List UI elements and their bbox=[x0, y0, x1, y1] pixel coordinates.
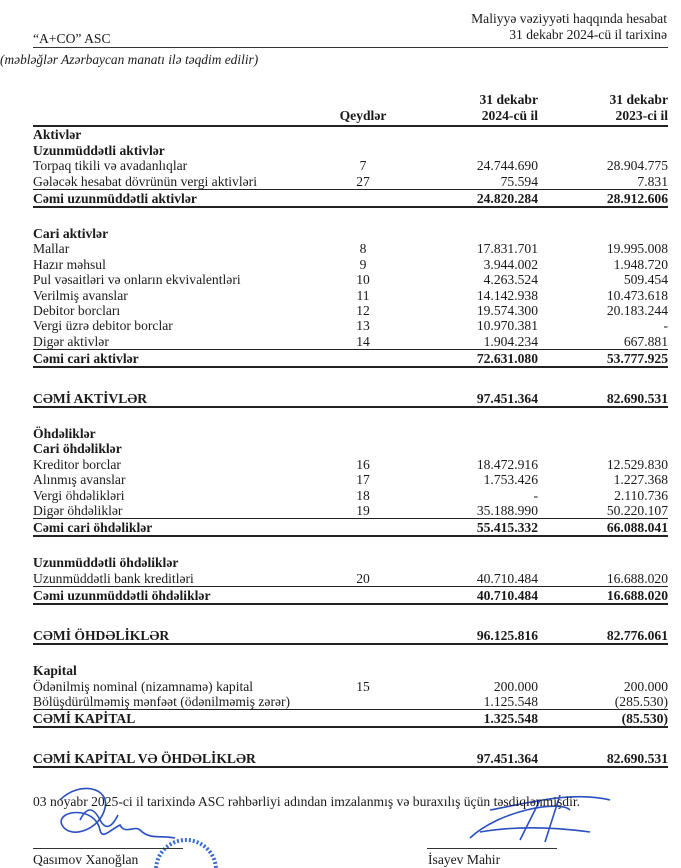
value-2024 bbox=[398, 644, 538, 663]
signatory-1-name: Qasımov Xanoğlan bbox=[33, 852, 139, 867]
total-row bbox=[33, 519, 668, 537]
table-row bbox=[33, 487, 668, 502]
row-note bbox=[328, 663, 398, 678]
row-label: Uzunmüddətli aktivlər bbox=[33, 142, 165, 158]
value-2024: 18.472.916 bbox=[476, 456, 538, 472]
value-2023: 82.690.531 bbox=[538, 386, 668, 407]
table-row bbox=[33, 472, 668, 487]
row-label: Gələcək hesabat dövrünün vergi aktivləri bbox=[33, 173, 257, 189]
row-label: Cari öhdəliklər bbox=[33, 441, 122, 457]
value-2023: 82.690.531 bbox=[538, 746, 668, 767]
table-row bbox=[33, 503, 668, 519]
row-note: 7 bbox=[359, 158, 367, 174]
value-2023: 2.110.736 bbox=[614, 487, 668, 503]
table-row bbox=[33, 173, 668, 189]
value-2023 bbox=[538, 367, 668, 386]
value-2024: 97.451.364 bbox=[398, 746, 538, 767]
value-2023: 82.776.061 bbox=[538, 623, 668, 644]
row-label: Cari aktivlər bbox=[33, 225, 109, 241]
value-2024: 40.710.484 bbox=[398, 586, 538, 604]
row-label: Uzunmüddətli öhdəliklər bbox=[33, 555, 179, 571]
report-title: Maliyyə vəziyyəti haqqında hesabat bbox=[471, 11, 667, 26]
spacer-row bbox=[33, 536, 668, 555]
header-divider bbox=[33, 47, 668, 48]
row-label: Öhdəliklər bbox=[33, 426, 96, 442]
value-2023: 509.454 bbox=[623, 272, 668, 288]
value-2024 bbox=[398, 663, 538, 678]
row-label: Cəmi cari öhdəliklər bbox=[33, 519, 328, 537]
row-note: 20 bbox=[356, 570, 370, 586]
value-2023 bbox=[538, 407, 668, 426]
company-name: “A+CO” ASC bbox=[33, 31, 111, 46]
spacer-row bbox=[33, 727, 668, 746]
row-note bbox=[328, 623, 398, 644]
spacer-row bbox=[33, 644, 668, 663]
row-label bbox=[33, 536, 328, 555]
spacer-row bbox=[33, 407, 668, 426]
value-2023 bbox=[538, 441, 668, 456]
row-label: Uzunmüddətli bank kreditləri bbox=[33, 570, 194, 586]
row-note: 19 bbox=[356, 503, 370, 519]
table-row bbox=[33, 694, 668, 710]
row-note: 13 bbox=[356, 318, 370, 334]
col-2023-header: 31 dekabr 2023-ci il bbox=[538, 86, 668, 126]
row-note bbox=[328, 142, 398, 157]
value-2024 bbox=[398, 727, 538, 746]
value-2023: 7.831 bbox=[637, 173, 668, 189]
value-2024: 24.744.690 bbox=[476, 158, 538, 174]
row-label: Verilmiş avanslar bbox=[33, 287, 128, 303]
value-2023: 16.688.020 bbox=[538, 586, 668, 604]
report-date: 31 dekabr 2024-cü il tarixinə bbox=[509, 27, 667, 42]
spacer-row bbox=[33, 604, 668, 623]
row-label: CƏMİ KAPİTAL VƏ ÖHDƏLİKLƏR bbox=[33, 746, 328, 767]
row-note bbox=[328, 586, 398, 604]
units-note: (məbləğlər Azərbaycan manatı ilə təqdim edilir) bbox=[0, 52, 259, 67]
value-2024 bbox=[398, 604, 538, 623]
row-label: Mallar bbox=[33, 241, 70, 257]
row-note bbox=[328, 126, 398, 142]
row-label: CƏMİ ÖHDƏLİKLƏR bbox=[33, 623, 328, 644]
value-2023: 1.948.720 bbox=[613, 256, 668, 272]
row-note: 11 bbox=[356, 287, 370, 303]
row-note bbox=[328, 426, 398, 441]
value-2024 bbox=[398, 367, 538, 386]
total-row bbox=[33, 709, 668, 727]
row-label: Hazır məhsul bbox=[33, 256, 106, 272]
value-2024 bbox=[398, 441, 538, 456]
row-label: Cəmi cari aktivlər bbox=[33, 349, 328, 367]
value-2023: 667.881 bbox=[623, 333, 668, 349]
value-2023: (285.530) bbox=[614, 693, 668, 709]
value-2023: 10.473.618 bbox=[606, 287, 668, 303]
row-label: Kapital bbox=[33, 663, 77, 679]
table-row bbox=[33, 241, 668, 256]
section-heading-row bbox=[33, 555, 668, 570]
value-2023 bbox=[538, 142, 668, 157]
row-note: 10 bbox=[356, 272, 370, 288]
value-2024 bbox=[398, 407, 538, 426]
row-note bbox=[328, 441, 398, 456]
row-label: Vergi öhdəlikləri bbox=[33, 487, 125, 503]
value-2024: 3.944.002 bbox=[483, 256, 538, 272]
value-2023: 19.995.008 bbox=[606, 241, 668, 257]
row-label: Cəmi uzunmüddətli öhdəliklər bbox=[33, 586, 328, 604]
value-2024: 10.970.381 bbox=[476, 318, 538, 334]
value-2023 bbox=[538, 126, 668, 142]
value-2023: 28.904.775 bbox=[606, 158, 668, 174]
value-2023: 53.777.925 bbox=[538, 349, 668, 367]
col-2024-header: 31 dekabr 2024-cü il bbox=[398, 86, 538, 126]
row-note bbox=[328, 644, 398, 663]
value-2024 bbox=[398, 555, 538, 570]
row-note: 9 bbox=[359, 256, 367, 272]
table-row bbox=[33, 272, 668, 287]
value-2024: 72.631.080 bbox=[398, 349, 538, 367]
value-2024: 17.831.701 bbox=[476, 241, 538, 257]
row-note: 27 bbox=[356, 173, 370, 189]
table-row bbox=[33, 456, 668, 471]
value-2024: 1.325.548 bbox=[398, 709, 538, 727]
value-2023: 50.220.107 bbox=[606, 503, 668, 519]
total-row bbox=[33, 586, 668, 604]
row-note: 16 bbox=[356, 456, 370, 472]
value-2023: 1.227.368 bbox=[613, 472, 668, 488]
table-header-row bbox=[33, 86, 668, 126]
row-note: 14 bbox=[356, 333, 370, 349]
value-2024 bbox=[398, 536, 538, 555]
value-2023: (85.530) bbox=[538, 709, 668, 727]
row-note: 8 bbox=[359, 241, 367, 257]
value-2023 bbox=[538, 426, 668, 441]
row-label: Debitor borcları bbox=[33, 302, 121, 318]
signature-line-1 bbox=[33, 848, 183, 849]
spacer-row bbox=[33, 207, 668, 226]
value-2024: 1.904.234 bbox=[483, 333, 538, 349]
row-note: 12 bbox=[356, 302, 370, 318]
value-2023 bbox=[538, 727, 668, 746]
row-label: CƏMİ AKTİVLƏR bbox=[33, 386, 328, 407]
value-2023: 28.912.606 bbox=[538, 189, 668, 207]
row-note bbox=[328, 536, 398, 555]
total-row bbox=[33, 349, 668, 367]
row-label: Digər aktivlər bbox=[33, 333, 109, 349]
total-row bbox=[33, 623, 668, 644]
row-label: Torpaq tikili və avadanlıqlar bbox=[33, 158, 188, 174]
value-2023: 12.529.830 bbox=[606, 456, 668, 472]
table-row bbox=[33, 256, 668, 271]
value-2023 bbox=[538, 555, 668, 570]
row-note bbox=[328, 349, 398, 367]
value-2024: 75.594 bbox=[500, 173, 538, 189]
value-2023: - bbox=[663, 318, 668, 334]
row-label bbox=[33, 727, 328, 746]
value-2024: 40.710.484 bbox=[476, 570, 538, 586]
table-row bbox=[33, 287, 668, 302]
table-row bbox=[33, 570, 668, 586]
table-row bbox=[33, 333, 668, 349]
section-heading-row bbox=[33, 426, 668, 441]
value-2024 bbox=[398, 226, 538, 241]
row-label bbox=[33, 207, 328, 226]
value-2023: 20.183.244 bbox=[606, 302, 668, 318]
row-label bbox=[33, 407, 328, 426]
total-row bbox=[33, 386, 668, 407]
row-note bbox=[328, 746, 398, 767]
value-2024: 24.820.284 bbox=[398, 189, 538, 207]
row-label: Cəmi uzunmüddətli aktivlər bbox=[33, 189, 328, 207]
row-note bbox=[328, 519, 398, 537]
row-label: Pul vəsaitləri və onların ekvivalentləri bbox=[33, 272, 241, 288]
row-label: Alınmış avanslar bbox=[33, 472, 126, 488]
row-note bbox=[328, 407, 398, 426]
row-label: Kreditor borclar bbox=[33, 456, 121, 472]
value-2023 bbox=[538, 604, 668, 623]
table-row bbox=[33, 158, 668, 173]
signature-line-2 bbox=[427, 848, 557, 849]
value-2024: 96.125.816 bbox=[398, 623, 538, 644]
value-2024: 200.000 bbox=[493, 678, 538, 694]
value-2024 bbox=[398, 126, 538, 142]
value-2024: 1.125.548 bbox=[483, 693, 538, 709]
value-2024: - bbox=[533, 487, 538, 503]
row-note bbox=[328, 207, 398, 226]
section-heading-row bbox=[33, 226, 668, 241]
row-label: Vergi üzrə debitor borclar bbox=[33, 318, 173, 334]
row-note bbox=[328, 189, 398, 207]
row-note bbox=[328, 604, 398, 623]
row-note bbox=[328, 694, 398, 710]
value-2024 bbox=[398, 207, 538, 226]
row-label: Digər öhdəliklər bbox=[33, 503, 123, 519]
section-heading-row bbox=[33, 663, 668, 678]
row-note bbox=[328, 226, 398, 241]
row-note: 17 bbox=[356, 472, 370, 488]
notes-header: Qeydlər bbox=[328, 86, 398, 126]
value-2023: 16.688.020 bbox=[606, 570, 668, 586]
row-label bbox=[33, 367, 328, 386]
total-row bbox=[33, 189, 668, 207]
value-2024: 4.263.524 bbox=[483, 272, 538, 288]
value-2024: 97.451.364 bbox=[398, 386, 538, 407]
spacer-row bbox=[33, 367, 668, 386]
value-2024 bbox=[398, 426, 538, 441]
row-note bbox=[328, 709, 398, 727]
value-2023: 200.000 bbox=[623, 678, 668, 694]
approval-statement: 03 noyabr 2025-ci il tarixində ASC rəhbərliyi adından imzalanmış və buraxılış üçün təsdiqlənmişdir. bbox=[33, 794, 581, 809]
signatory-2-name: İsayev Mahir bbox=[428, 852, 501, 867]
value-2024: 35.188.990 bbox=[476, 503, 538, 519]
stamp-icon bbox=[156, 840, 216, 868]
table-row bbox=[33, 318, 668, 333]
value-2024: 14.142.938 bbox=[476, 287, 538, 303]
row-note bbox=[328, 386, 398, 407]
row-label: Bölüşdürülməmiş mənfəət (ödənilməmiş zərər) bbox=[33, 693, 291, 709]
row-label bbox=[33, 604, 328, 623]
value-2024 bbox=[398, 142, 538, 157]
value-2023 bbox=[538, 207, 668, 226]
table-row bbox=[33, 678, 668, 693]
value-2024: 55.415.332 bbox=[398, 519, 538, 537]
value-2023 bbox=[538, 663, 668, 678]
table-row bbox=[33, 303, 668, 318]
report-heading bbox=[471, 11, 667, 43]
row-label: Ödənilmiş nominal (nizamnamə) kapital bbox=[33, 678, 254, 694]
value-2024: 19.574.300 bbox=[476, 302, 538, 318]
row-label: Aktivlər bbox=[33, 127, 82, 143]
section-heading-row bbox=[33, 142, 668, 157]
total-row bbox=[33, 746, 668, 767]
row-note: 15 bbox=[356, 678, 370, 694]
row-label: CƏMİ KAPİTAL bbox=[33, 709, 328, 727]
section-heading-row bbox=[33, 126, 668, 142]
value-2023 bbox=[538, 536, 668, 555]
value-2024: 1.753.426 bbox=[483, 472, 538, 488]
value-2023 bbox=[538, 644, 668, 663]
row-note bbox=[328, 555, 398, 570]
row-note: 18 bbox=[356, 487, 370, 503]
row-note bbox=[328, 367, 398, 386]
balance-sheet-table bbox=[33, 86, 668, 768]
row-label bbox=[33, 644, 328, 663]
section-heading-row bbox=[33, 441, 668, 456]
value-2023: 66.088.041 bbox=[538, 519, 668, 537]
row-note bbox=[328, 727, 398, 746]
value-2023 bbox=[538, 226, 668, 241]
